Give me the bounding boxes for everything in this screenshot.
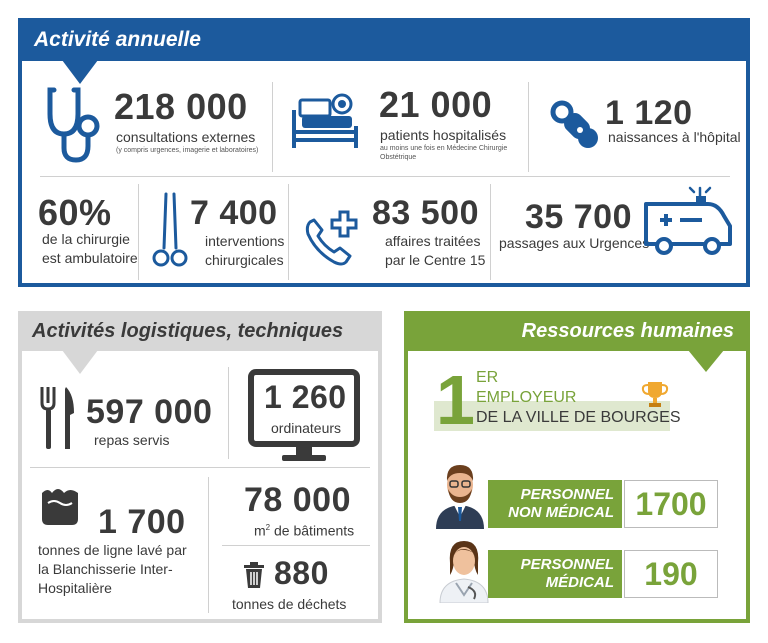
pacifier-icon: [550, 100, 602, 152]
centre15-value: 83 500: [372, 194, 479, 232]
logistics-title: Activités logistiques, techniques: [32, 320, 344, 342]
annual-notch: [62, 60, 98, 84]
female-doctor-icon: [438, 537, 490, 603]
surgery-value: 7 400: [190, 194, 278, 232]
rank-number: 1: [436, 361, 475, 439]
medical-line-2: MÉDICAL: [545, 574, 614, 591]
waste-value: 880: [274, 555, 329, 591]
surgery-line-2: chirurgicales: [205, 252, 284, 268]
patients-note-1: au moins une fois en Médecine Chirurgie: [380, 145, 508, 152]
male-staff-icon: [432, 461, 488, 529]
separator: [208, 477, 209, 613]
phone-cross-icon: [300, 206, 364, 270]
ambulatory-value: 60%: [38, 192, 112, 233]
logistics-notch: [62, 350, 98, 374]
hospital-bed-icon: [290, 90, 360, 156]
buildings-value: 78 000: [244, 481, 351, 519]
row-separator: [40, 176, 730, 177]
medical-label: [488, 550, 622, 598]
medical-value: 190: [624, 550, 718, 598]
centre15-line-2: par le Centre 15: [385, 252, 486, 268]
emergency-value: 35 700: [525, 198, 632, 236]
births-value: 1 120: [605, 94, 693, 132]
hr-title: Ressources humaines: [521, 320, 734, 342]
ambulatory-line-2: est ambulatoire: [42, 250, 138, 266]
computers-value: 1 260: [264, 379, 347, 415]
consultations-note: (y compris urgences, imagerie et laboratoires): [116, 147, 259, 154]
ambulance-icon: [640, 186, 736, 258]
row-separator: [30, 467, 370, 468]
consultations-value: 218 000: [114, 86, 248, 127]
buildings-label: [254, 519, 354, 540]
logistics-header-band: [22, 315, 378, 351]
patients-note-2: Obstétrique: [380, 154, 417, 161]
laundry-line-3: Hospitalière: [38, 580, 112, 596]
buildings-text: de bâtiments: [270, 522, 355, 539]
separator: [528, 82, 529, 172]
logistics-panel: [18, 311, 382, 623]
hr-header-band: [408, 315, 746, 351]
non-medical-value: 1700: [624, 480, 718, 528]
trophy-icon: [640, 379, 670, 409]
laundry-line-1: tonnes de ligne lavé par: [38, 542, 187, 558]
waste-label: tonnes de déchets: [232, 596, 347, 612]
hr-notch: [688, 350, 724, 372]
separator: [490, 184, 491, 280]
human-resources-panel: [404, 311, 750, 623]
non-medical-label: [488, 480, 622, 528]
consultations-label: consultations externes: [116, 129, 256, 145]
employer-line-1: EMPLOYEUR: [476, 389, 577, 406]
separator: [288, 184, 289, 280]
buildings-unit-sup: 2: [265, 523, 271, 532]
annual-activity-panel: [18, 18, 750, 287]
medical-line-1: PERSONNEL: [520, 556, 614, 573]
buildings-unit: m: [254, 522, 266, 539]
row-separator: [222, 545, 370, 546]
trash-icon: [242, 561, 266, 589]
births-label: naissances à l'hôpital: [608, 129, 741, 145]
laundry-line-2: la Blanchisserie Inter-: [38, 561, 173, 577]
fork-knife-icon: [38, 385, 78, 451]
ambulatory-line-1: de la chirurgie: [42, 231, 130, 247]
patients-label: patients hospitalisés: [380, 127, 507, 143]
stethoscope-icon: [40, 84, 102, 166]
annual-title: Activité annuelle: [34, 28, 201, 51]
centre15-line-1: affaires traitées: [385, 233, 481, 249]
non-medical-line-2: NON MÉDICAL: [508, 504, 614, 521]
surgery-line-1: interventions: [205, 233, 285, 249]
laundry-value: 1 700: [98, 503, 186, 541]
employer-line-2: DE LA VILLE DE BOURGES: [476, 409, 681, 426]
non-medical-line-1: PERSONNEL: [520, 486, 614, 503]
separator: [272, 82, 273, 172]
meals-label: repas servis: [94, 432, 170, 448]
annual-header-band: [22, 22, 746, 61]
rank-sup: ER: [476, 369, 499, 386]
patients-value: 21 000: [379, 84, 493, 125]
emergency-label: passages aux Urgences: [499, 235, 650, 251]
meals-value: 597 000: [86, 393, 213, 431]
scissors-icon: [150, 190, 190, 270]
separator: [138, 184, 139, 280]
computers-label: ordinateurs: [271, 420, 342, 436]
laundry-basin-icon: [38, 483, 82, 527]
separator: [228, 367, 229, 459]
